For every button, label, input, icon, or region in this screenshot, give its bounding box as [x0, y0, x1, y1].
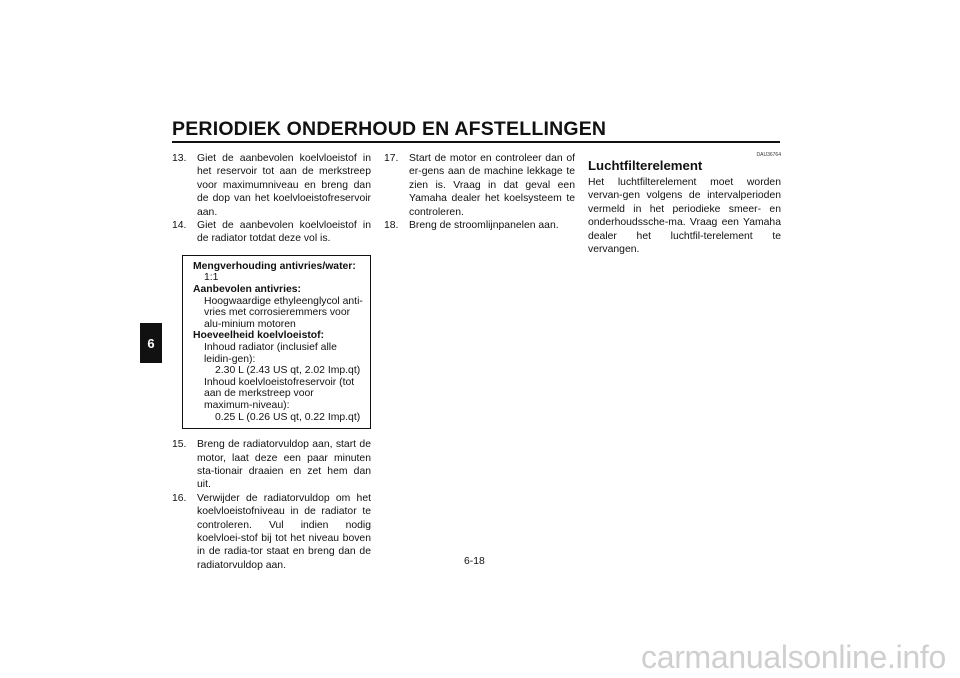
step-text: Verwijder de radiatorvuldop om het koelvloeistofniveau in de radiator te controleren. Vul indien nodig koelvloei-stof bij tot het niveau boven in de radia-tor staat en breng dan de radiatorvuldop aan. — [197, 492, 371, 571]
step-15 — [172, 438, 371, 492]
step-14 — [172, 219, 371, 246]
step-number: 14. — [172, 220, 187, 232]
step-number: 16. — [172, 492, 187, 504]
coolant-spec-box — [182, 255, 371, 429]
column-3 — [588, 152, 781, 256]
radiator-capacity-value: 2.30 L (2.43 US qt, 2.02 Imp.qt) — [215, 365, 361, 377]
coolant-quantity-label: Hoeveelheid koelvloeistof: — [193, 330, 325, 342]
step-number: 18. — [384, 220, 399, 232]
step-text: Start de motor en controleer dan of er-gens aan de machine lekkage te zien is. Vraag in dat geval een Yamaha dealer het koelsysteem te controleren. — [409, 153, 575, 218]
antifreeze-label: Aanbevolen antivries: — [193, 284, 301, 296]
page-number: 6-18 — [464, 556, 485, 567]
step-17 — [384, 152, 575, 219]
section-text: Het luchtfilterelement moet worden vervan-gen volgens de intervalperioden vermeld in het periodieke smeer- en onderhoudssche-ma. Vraag een Yamaha dealer het luchtfil-terelement te vervangen. — [588, 177, 781, 256]
column-1 — [172, 152, 371, 572]
reservoir-capacity-value: 0.25 L (0.26 US qt, 0.22 Imp.qt) — [215, 411, 361, 423]
mix-ratio-value: 1:1 — [204, 272, 219, 284]
step-text: Giet de aanbevolen koelvloeistof in het reservoir tot aan de merkstreep voor maximumniveau en breng dan de dop van het koelvloeistofreservoir aan. — [197, 153, 371, 218]
watermark: carmanualsonline.info — [641, 639, 946, 675]
title-rule — [172, 141, 780, 143]
antifreeze-value: Hoogwaardige ethyleenglycol anti-vries met corrosieremmers voor alu-minium motoren — [204, 295, 363, 330]
step-number: 13. — [172, 153, 187, 164]
step-number: 15. — [172, 439, 187, 451]
section-heading: Luchtfilterelement — [588, 158, 703, 173]
step-text: Breng de radiatorvuldop aan, start de motor, laat deze een paar minuten sta-tionair draaien en zet hem dan uit. — [197, 439, 371, 491]
step-13 — [172, 152, 371, 219]
chapter-tab: 6 — [140, 323, 162, 363]
section-code: DAU36764 — [756, 152, 781, 158]
step-text: Giet de aanbevolen koelvloeistof in de radiator totdat deze vol is. — [197, 220, 371, 245]
step-text: Breng de stroomlijnpanelen aan. — [409, 220, 559, 232]
column-2 — [384, 152, 575, 232]
radiator-capacity-label: Inhoud radiator (inclusief alle leidin-gen): — [204, 342, 337, 365]
page-title: PERIODIEK ONDERHOUD EN AFSTELLINGEN — [172, 118, 607, 140]
reservoir-capacity-label: Inhoud koelvloeistofreservoir (tot aan de merkstreep voor maximum-niveau): — [204, 376, 355, 411]
mix-ratio-label: Mengverhouding antivries/water: — [193, 260, 356, 272]
step-number: 17. — [384, 153, 399, 164]
step-16 — [172, 492, 371, 572]
step-18 — [384, 219, 575, 232]
